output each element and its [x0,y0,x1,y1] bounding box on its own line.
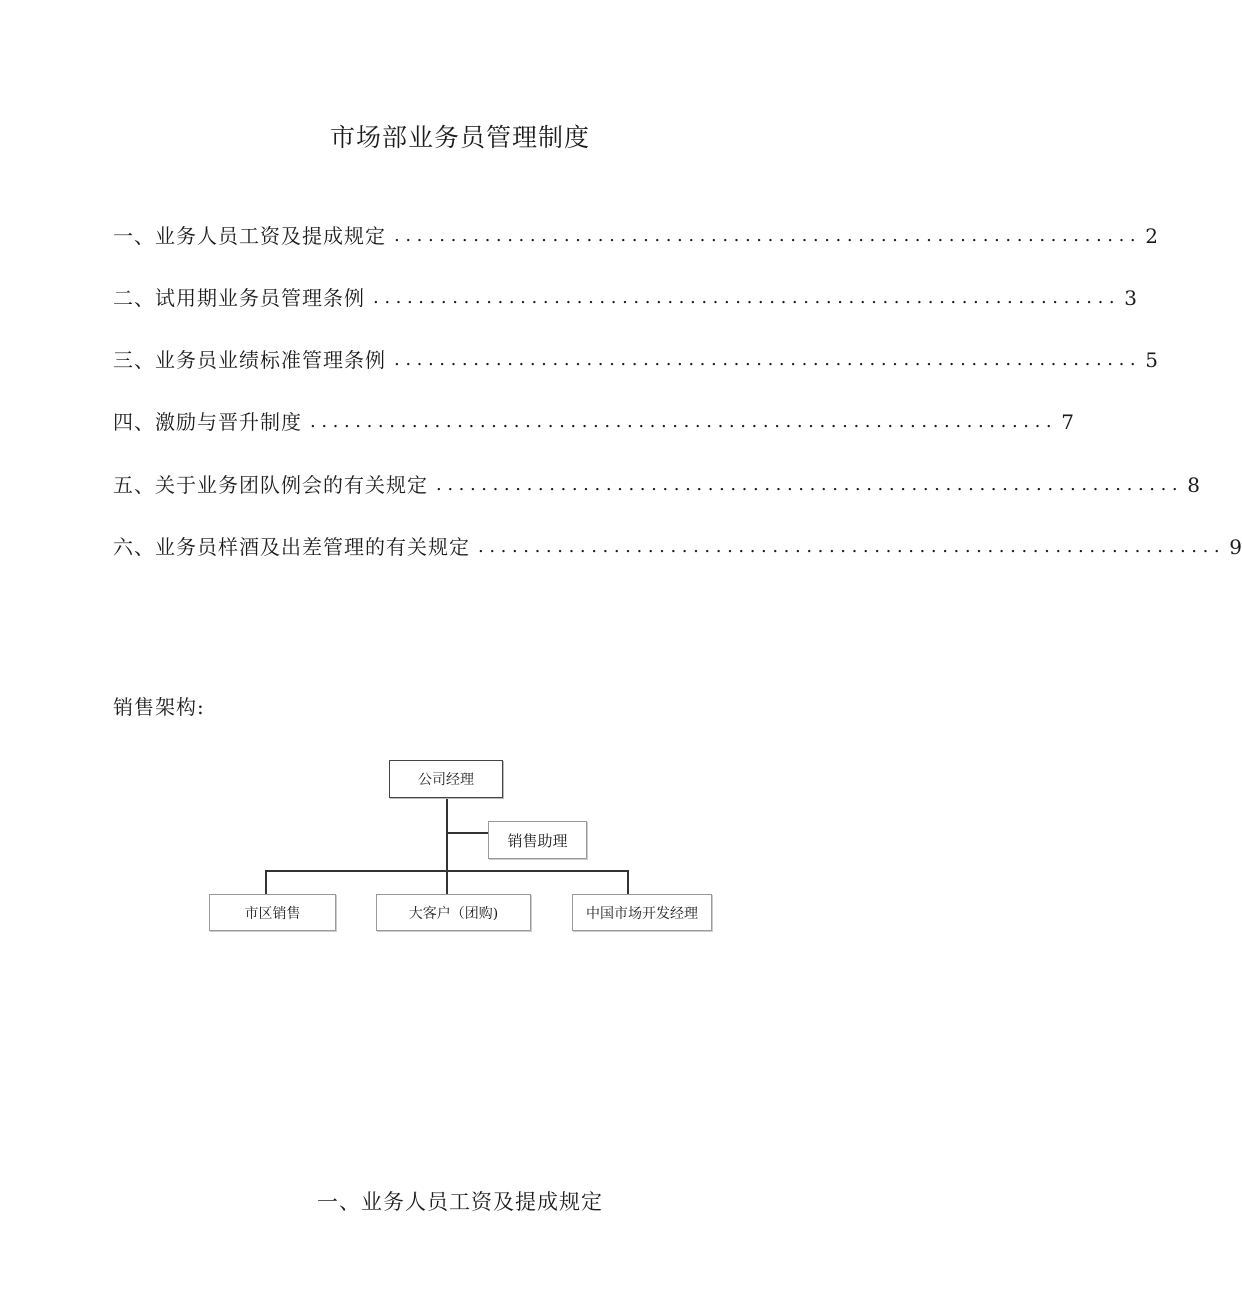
sales-structure-label: 销售架构: [113,695,205,719]
toc-leader-dots: .................................................................. [478,536,1226,557]
toc-leader-dots: .................................................................. [394,349,1142,370]
toc-entry-text: 三、业务员业绩标准管理条例 [113,348,386,372]
toc-entry-text: 五、关于业务团队例会的有关规定 [113,473,428,497]
toc-entry-text: 二、试用期业务员管理条例 [113,286,365,310]
toc-page-number: 9 [1229,535,1242,559]
toc-entry-text: 六、业务员样酒及出差管理的有关规定 [113,535,470,559]
org-node-child: 大客户（团购) [376,894,531,931]
toc-leader-dots: .................................................................. [310,411,1058,432]
toc-entry[interactable] [113,469,1200,501]
section-heading: 一、业务人员工资及提成规定 [317,1190,603,1214]
toc-entry-text: 一、业务人员工资及提成规定 [113,224,386,248]
toc-page-number: 3 [1124,286,1137,310]
document-title: 市场部业务员管理制度 [329,123,590,152]
toc-entry-text: 四、激励与晋升制度 [113,410,302,434]
toc-leader-dots: .................................................................. [394,225,1142,246]
toc-page-number: 2 [1145,224,1158,248]
connector-line-horizontal [265,870,629,872]
connector-line-assistant [446,832,488,834]
toc-page-number: 7 [1061,410,1074,434]
toc-leader-dots: .................................................................. [436,474,1184,495]
toc-entry[interactable] [113,282,1137,314]
connector-line-vertical-root [446,797,448,871]
org-node-child: 中国市场开发经理 [572,894,712,931]
org-node-child: 市区销售 [209,894,336,931]
org-node-assistant: 销售助理 [488,821,587,859]
toc-entry[interactable] [113,344,1158,376]
toc-leader-dots: .................................................................. [373,287,1121,308]
toc-page-number: 5 [1145,348,1158,372]
connector-line-child-right [627,870,629,895]
toc-page-number: 8 [1187,473,1200,497]
org-node-root: 公司经理 [389,760,503,798]
toc-entry[interactable] [113,531,1242,563]
toc-entry[interactable] [113,220,1158,252]
connector-line-child-middle [446,870,448,895]
toc-entry[interactable] [113,406,1074,438]
connector-line-child-left [265,870,267,895]
